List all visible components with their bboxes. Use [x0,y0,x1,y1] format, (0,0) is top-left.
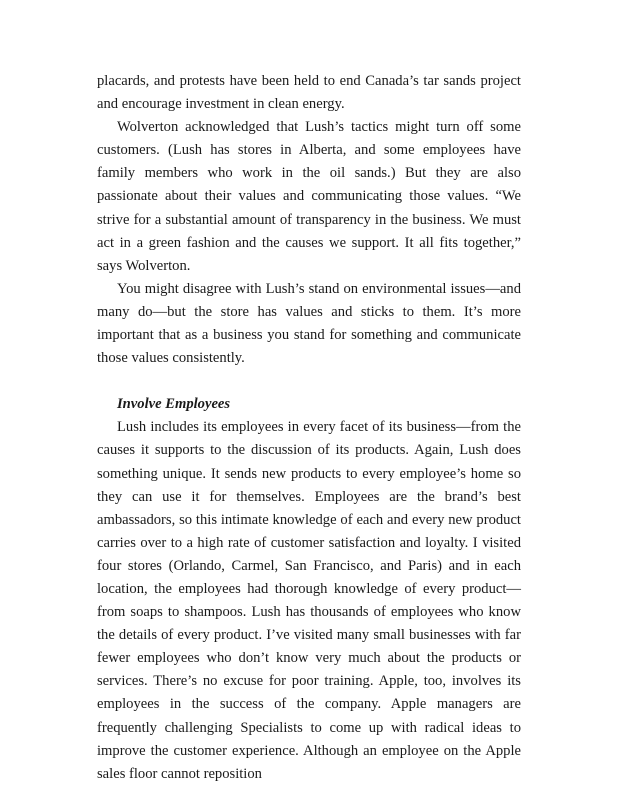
paragraph-wolverton: Wolverton acknowledged that Lush’s tactics might turn off some customers. (Lush has stores in Alberta, and some employees have family members who work in the oil sands.) But they are also passionate about their values and communicating those values. “We strive for a substantial amount of transparency in the business. We must act in a green fashion and the causes we support. It all fits together,” says Wolverton. [97,119,521,274]
paragraph-values: You might disagree with Lush’s stand on environmental issues—and many do—but the store has values and sticks to them. It’s more important that as a business you stand for something and communicate those values consistently. [97,280,521,367]
paragraph-continuation: placards, and protests have been held to end Canada’s tar sands project and encourage investment in clean energy. [97,73,521,113]
document-page [97,70,521,786]
section-heading-involve-employees: Involve Employees [117,396,231,413]
paragraph-lush-employees: Lush includes its employees in every facet of its business—from the causes it supports to the discussion of its products. Again, Lush does something unique. It sends new products to every employee’s home so they can use it for themselves. Employees are the brand’s best ambassadors, so this intimate knowledge of each and every new product carries over to a high rate of customer satisfaction and loyalty. I visited four stores (Orlando, Carmel, San Francisco, and Paris) and in each location, the employees had thorough knowledge of every product—from soaps to shampoos. Lush has thousands of employees who know the details of every product. I’ve visited many small businesses with far fewer employees who don’t know very much about the products or services. There’s no excuse for poor training. Apple, too, involves its employees in the success of the company. Apple managers are frequently challenging Specialists to come up with radical ideas to improve the customer experience. Although an employee on the Apple sales floor cannot reposition [97,419,521,782]
